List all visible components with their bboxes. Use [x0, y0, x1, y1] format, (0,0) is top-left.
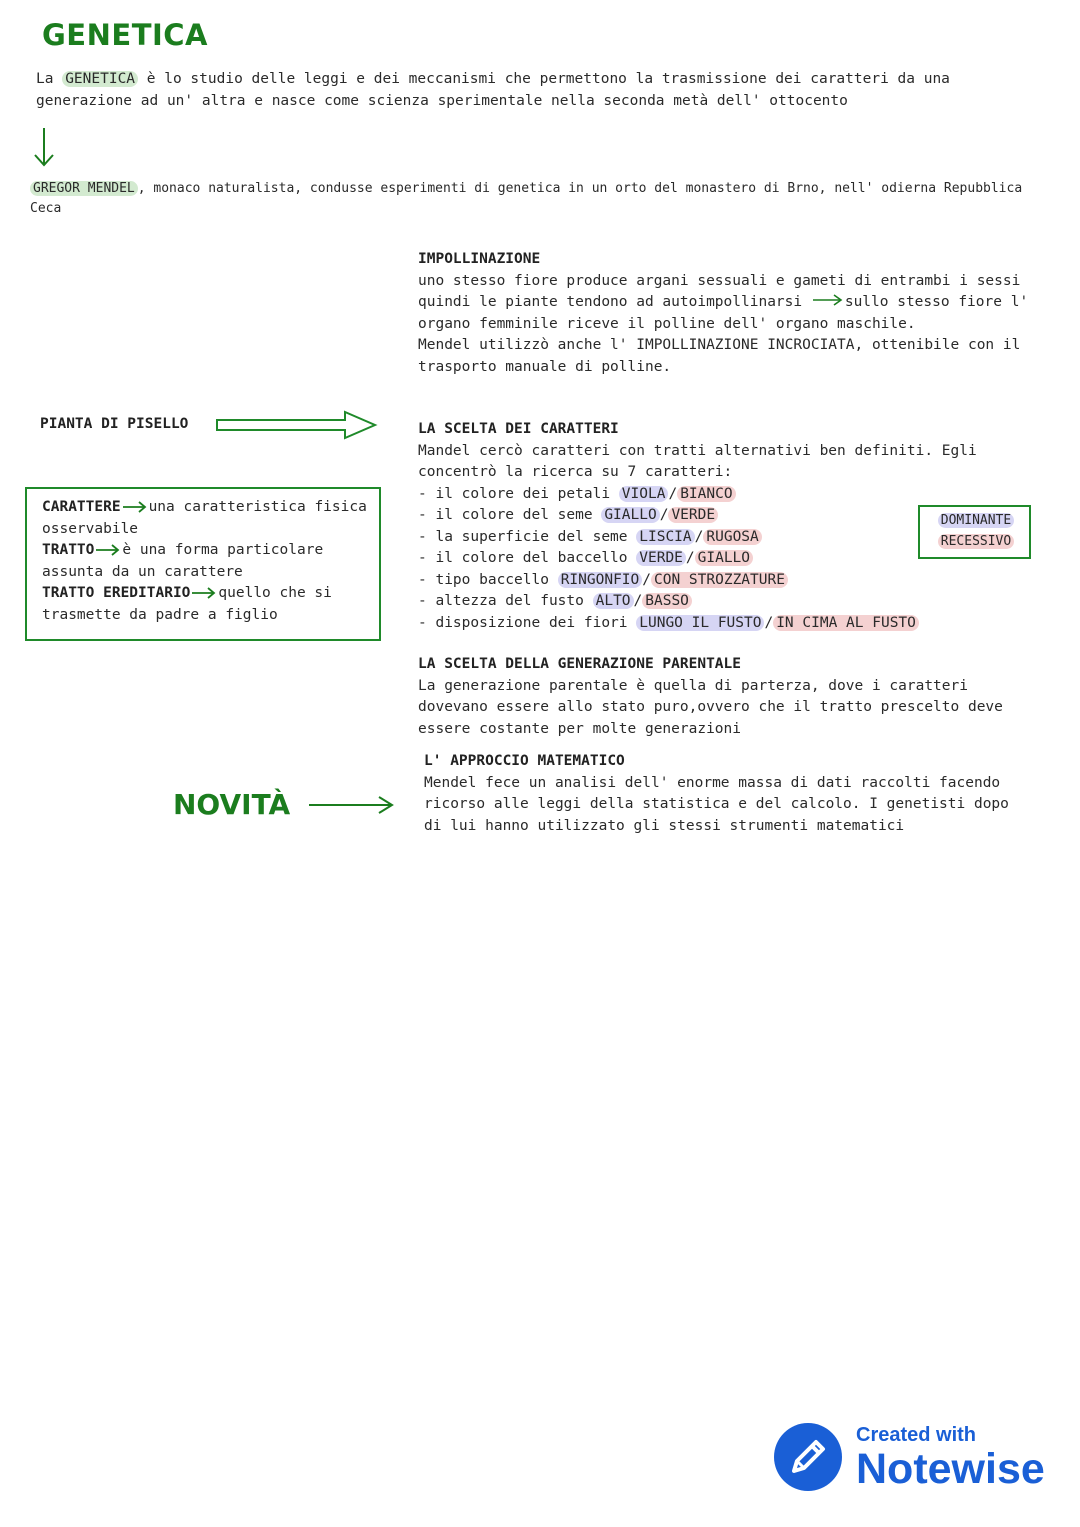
recessive-trait: BASSO	[642, 593, 692, 609]
intro-paragraph	[36, 69, 1046, 112]
list-item: - il colore dei petali VIOLA / BIANCO	[418, 484, 1038, 506]
right-arrow-icon	[190, 586, 218, 600]
dominant-trait: ALTO	[593, 593, 634, 609]
dominant-trait: VIOLA	[619, 486, 669, 502]
carattere-def: una caratteristica fisica osservabile	[42, 499, 367, 537]
ereditario-def: quello che si trasmette da padre a figlio	[42, 585, 332, 623]
legend-text	[926, 511, 1026, 552]
recessive-trait: IN CIMA AL FUSTO	[773, 615, 919, 631]
dominant-trait: GIALLO	[601, 507, 659, 523]
impollinazione-section	[418, 249, 1030, 378]
notewise-branding	[856, 1424, 1045, 1491]
recessive-trait: RUGOSA	[703, 529, 761, 545]
mendel-paragraph	[30, 179, 1050, 219]
list-item: - tipo baccello RINGONFIO / CON STROZZATURE	[418, 570, 1038, 592]
page-title: GENETICA	[42, 18, 208, 52]
right-arrow-icon	[94, 543, 122, 557]
scelta-caratteri-intro: Mandel cercò caratteri con tratti alternativi ben definiti. Egli concentrò la ricerca su 7 caratteri:	[418, 442, 977, 480]
list-item: - il colore del baccello VERDE / GIALLO	[418, 548, 1038, 570]
mendel-text: , monaco naturalista, condusse esperimenti di genetica in un orto del monastero di Brno, nell' odierna Repubblica Ceca	[30, 181, 1023, 216]
novita-label: NOVITÀ	[173, 788, 291, 821]
intro-term: GENETICA	[62, 71, 138, 87]
created-with-label: Created with	[856, 1424, 977, 1446]
down-arrow-icon	[30, 126, 58, 170]
approccio-section	[424, 751, 1014, 837]
approccio-heading: L' APPROCCIO MATEMATICO	[424, 753, 625, 769]
dominant-trait: VERDE	[636, 550, 686, 566]
hollow-arrow-icon	[215, 409, 379, 441]
scelta-caratteri-heading: LA SCELTA DEI CARATTERI	[418, 421, 619, 437]
dominant-trait: LUNGO IL FUSTO	[636, 615, 764, 631]
intro-text: è lo studio delle leggi e dei meccanismi che permettono la trasmissione dei caratteri da una generazione ad un' altra e nasce come scienza sperimentale nella seconda metà dell' ottocento	[36, 71, 950, 109]
list-item: - altezza del fusto ALTO / BASSO	[418, 591, 1038, 613]
carattere-term: CARATTERE	[42, 499, 121, 515]
recessive-trait: CON STROZZATURE	[651, 572, 788, 588]
pianta-label: PIANTA DI PISELLO	[40, 416, 189, 432]
definitions-text	[42, 497, 372, 626]
recessive-trait: BIANCO	[677, 486, 735, 502]
impollinazione-text2: sullo stesso fiore l' organo femminile riceve il polline dell' organo maschile.	[418, 294, 1029, 332]
right-arrow-icon	[121, 500, 149, 514]
dominant-trait: RINGONFIO	[558, 572, 643, 588]
recessive-trait: VERDE	[668, 507, 718, 523]
list-item: - disposizione dei fiori LUNGO IL FUSTO / IN CIMA AL FUSTO	[418, 613, 1038, 635]
list-item: - la superficie del seme LISCIA / RUGOSA	[418, 527, 1038, 549]
ereditario-term: TRATTO EREDITARIO	[42, 585, 191, 601]
impollinazione-heading: IMPOLLINAZIONE	[418, 251, 541, 267]
notewise-logo-icon	[772, 1421, 844, 1493]
generazione-text: La generazione parentale è quella di parterza, dove i caratteri dovevano essere allo stato puro,ovvero che il tratto prescelto deve essere costante per molte generazioni	[418, 677, 1003, 737]
notewise-wordmark: Notewise	[856, 1445, 1045, 1493]
approccio-text: Mendel fece un analisi dell' enorme massa di dati raccolti facendo ricorso alle leggi della statistica e del calcolo. I genetisti dopo di lui hanno utilizzato gli stessi strumenti matematici	[424, 774, 1009, 834]
tratto-term: TRATTO	[42, 542, 95, 558]
recessive-trait: GIALLO	[695, 550, 753, 566]
mendel-name: GREGOR MENDEL	[30, 181, 138, 196]
generazione-heading: LA SCELTA DELLA GENERAZIONE PARENTALE	[418, 656, 742, 672]
impollinazione-text3: Mendel utilizzò anche l' IMPOLLINAZIONE INCROCIATA, ottenibile con il trasporto manuale di polline.	[418, 337, 1021, 375]
legend-recessive: RECESSIVO	[938, 534, 1014, 549]
legend-dominant: DOMINANTE	[938, 513, 1014, 528]
intro-prefix: La	[36, 71, 63, 87]
tratto-def: è una forma particolare assunta da un carattere	[42, 542, 324, 580]
generazione-section	[418, 654, 1030, 740]
dominant-trait: LISCIA	[636, 529, 694, 545]
impollinazione-text1: uno stesso fiore produce argani sessuali e gameti di entrambi i sessi quindi le piante tendono ad autoimpollinarsi	[418, 272, 1021, 310]
right-arrow-icon	[811, 294, 845, 310]
right-arrow-icon	[307, 794, 397, 816]
list-item: - il colore del seme GIALLO / VERDE	[418, 505, 1038, 527]
